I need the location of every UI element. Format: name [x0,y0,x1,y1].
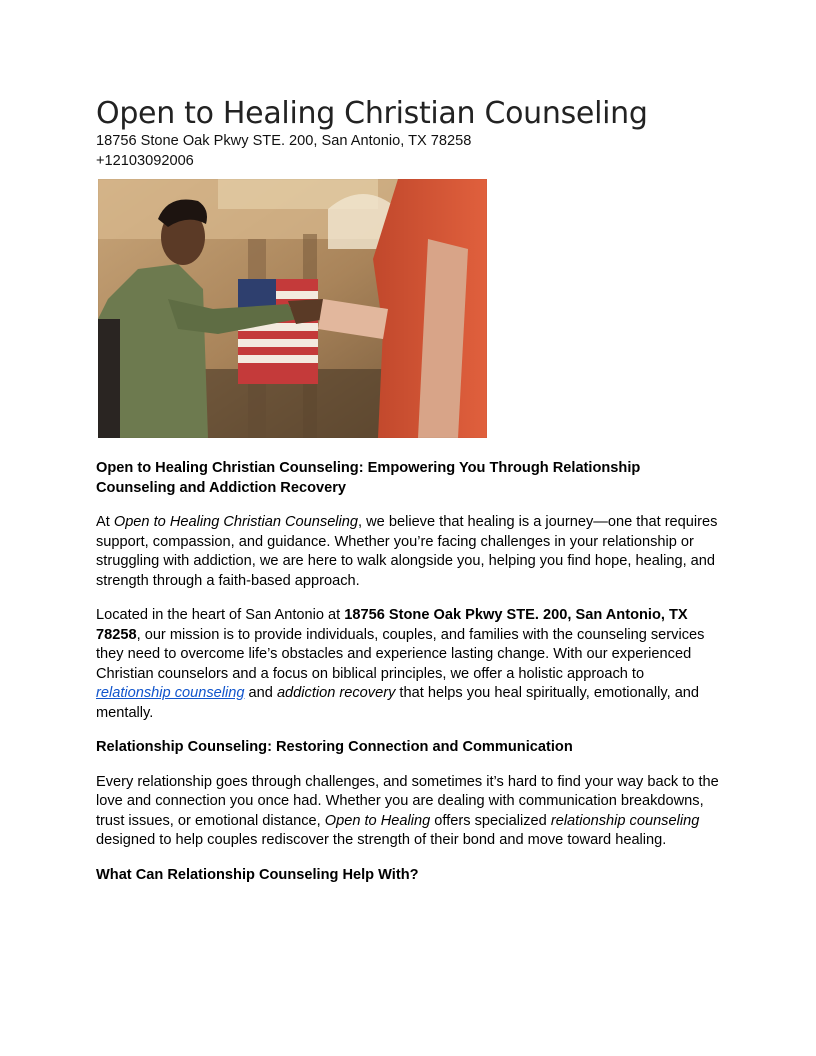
intro-paragraph: At Open to Healing Christian Counseling, we believe that healing is a journey—one that requires support, compassion, and guidance. Whether you’re facing challenges in your relationship or struggling with addiction, we are here to walk alongside you, helping you find hope, healing, and strength through a faith-based approach. [96,514,718,589]
address-line: 18756 Stone Oak Pkwy STE. 200, San Antonio, TX 78258 [96,133,472,149]
phone-line: +12103092006 [96,152,194,169]
emphasis-relationship-counseling: relationship counseling [550,812,700,829]
section-heading-intro: Open to Healing Christian Counseling: Empowering You Through Relationship Counseling and Addiction Recovery [96,460,641,496]
relationship-paragraph: Every relationship goes through challenges, and sometimes it’s hard to find your way back to the love and connection you once had. Whether you are dealing with communication breakdowns, trust issues, or emotional distance, Open to Healing offers specialized relationship counseling designed to help couples rediscover the strength of their bond and move toward healing. [96,773,719,848]
document-header [96,96,720,171]
article-body [96,459,720,900]
section-heading-relationship: Relationship Counseling: Restoring Connection and Communication [96,739,573,755]
location-paragraph: Located in the heart of San Antonio at 18756 Stone Oak Pkwy STE. 200, San Antonio, TX 78258, our mission is to provide individuals, couples, and families with the counseling services they need to overcome life’s obstacles and experience lasting change. With our experienced Christian counselors and a focus on biblical principles, we offer a holistic approach to relationship counseling and addiction recovery that helps you heal spiritually, emotionally, and mentally. [96,607,705,721]
emphasis-open-to-healing: Open to Healing [324,812,431,829]
section-heading-what-can-help: What Can Relationship Counseling Help With? [96,866,419,883]
handshake-photo [98,179,487,438]
page-title: Open to Healing Christian Counseling [96,96,648,131]
relationship-counseling-link[interactable]: relationship counseling [96,685,245,701]
bold-address: 18756 Stone Oak Pkwy STE. 200, San Antonio, TX 78258 [96,607,688,643]
flag-graphic [238,279,318,384]
emphasis-addiction-recovery: addiction recovery [276,685,396,701]
emphasis-org-name: Open to Healing Christian Counseling [113,514,359,530]
